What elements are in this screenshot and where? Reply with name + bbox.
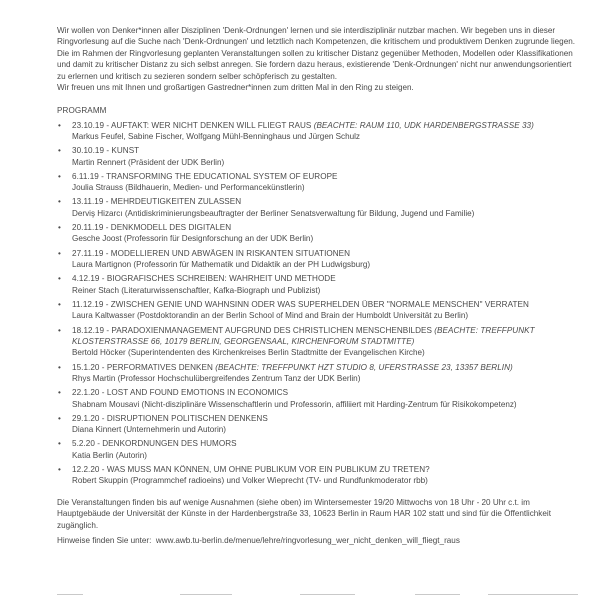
- intro-section: [57, 25, 577, 93]
- footer-divider: [0, 580, 600, 600]
- program-item: [57, 120, 577, 143]
- hint-label: Hinweise finden Sie unter:: [57, 536, 152, 545]
- program-item-title: • 30.10.19 - KUNST: [72, 146, 140, 156]
- program-list: [57, 120, 577, 487]
- program-item-title: • 27.11.19 - MODELLIEREN UND ABWÄGEN IN RISKANTEN SITUATIONEN: [72, 248, 351, 258]
- hint-link[interactable]: www.awb.tu-berlin.de/menue/lehre/ringvorlesung_wer_nicht_denken_will_fliegt_raus: [155, 536, 460, 545]
- program-item-title: • 23.10.19 - AUFTAKT: WER NICHT DENKEN WILL FLIEGT RAUS (BEACHTE: RAUM 110, UDK HARDENBERGSTRASSE 33): [72, 120, 534, 130]
- program-item-speaker: Laura Martignon (Professorin für Mathematik und Didaktik an der PH Ludwigsburg): [72, 260, 371, 270]
- program-item-title: • 15.1.20 - PERFORMATIVES DENKEN (BEACHTE: TREFFPUNKT HZT STUDIO 8, UFERSTRASSE 23, 13357 BERLIN): [72, 362, 513, 372]
- program-item-speaker: Diana Kinnert (Unternehmerin und Autorin): [72, 425, 227, 435]
- program-item-title: • 13.11.19 - MEHRDEUTIGKEITEN ZULASSEN: [72, 197, 242, 207]
- program-item-speaker: Markus Feufel, Sabine Fischer, Wolfgang Mühl-Benninghaus und Jürgen Schulz: [72, 132, 360, 142]
- program-item-title: • 11.12.19 - ZWISCHEN GENIE UND WAHNSINN ODER WAS SUPERHELDEN ÜBER "NORMALE MENSCHEN" VERRATEN: [72, 299, 529, 309]
- program-item: [57, 325, 577, 359]
- program-item: [57, 299, 577, 322]
- program-item-speaker: Laura Kaltwasser (Postdoktorandin an der Berlin School of Mind and Brain der Humboldt Universität zu Berlin): [72, 311, 469, 321]
- program-item-speaker: Rhys Martin (Professor Hochschulübergreifendes Zentrum Tanz der UDK Berlin): [72, 373, 361, 383]
- program-item: [57, 145, 577, 168]
- program-item: [57, 222, 577, 245]
- program-item-speaker: Bertold Höcker (Superintendenten des Kirchenkreises Berlin Stadtmitte der Evangelischen Kirche): [72, 348, 425, 358]
- program-item-speaker: Katia Berlin (Autorin): [72, 450, 147, 460]
- program-item-title: • 29.1.20 - DISRUPTIONEN POLITISCHEN DENKENS: [72, 413, 268, 423]
- program-item-speaker: Derviş Hizarcı (Antidiskriminierungsbeauftragter der Berliner Senatsverwaltung für Bildung, Jugend und Familie): [72, 208, 475, 218]
- program-item-speaker: Gesche Joost (Professorin für Designforschung an der UDK Berlin): [72, 234, 314, 244]
- program-item-title: • 6.11.19 - TRANSFORMING THE EDUCATIONAL SYSTEM OF EUROPE: [72, 171, 338, 181]
- program-item: [57, 464, 577, 487]
- program-item: [57, 438, 577, 461]
- intro-paragraph-1: Wir wollen von Denker*innen aller Disziplinen 'Denk-Ordnungen' lernen und sie interdisziplinär nutzbar machen. Wir begeben uns in dieser Ringvorlesung auf die Suche nach 'Denk-Ordnungen' und letztlich nach Kompetenzen, die kritischem und produktivem Denken zugrunde liegen.: [57, 26, 575, 47]
- program-item-title: • 12.2.20 - WAS MUSS MAN KÖNNEN, UM OHNE PUBLIKUM VOR EIN PUBLIKUM ZU TRETEN?: [72, 464, 430, 474]
- program-item-speaker: Joulia Strauss (Bildhauerin, Medien- und Performancekünstlerin): [72, 183, 305, 193]
- intro-paragraph-3: Wir freuen uns mit Ihnen und großartigen Gastredner*innen zum dritten Mal in den Ring zu steigen.: [57, 83, 414, 93]
- program-item: [57, 273, 577, 296]
- outro-section: [57, 497, 577, 547]
- program-heading: PROGRAMM: [57, 106, 107, 116]
- program-item: [57, 362, 577, 385]
- hint-line: [57, 535, 577, 546]
- program-item: [57, 387, 577, 410]
- document-page: [57, 25, 577, 546]
- program-item-note: (BEACHTE: TREFFPUNKT KLOSTERSTRASSE 66, 10179 BERLIN, GEORGENSAAL, KIRCHENFORUM STADTMITTE): [72, 325, 535, 346]
- program-item-speaker: Reiner Stach (Literaturwissenschaftler, Kafka-Biograph und Publizist): [72, 285, 321, 295]
- venue-info: Die Veranstaltungen finden bis auf wenige Ausnahmen (siehe oben) im Wintersemester 19/20 Mittwochs von 18 Uhr - 20 Uhr c.t. im Hauptgebäude der Universität der Künste in der Hardenbergstraße 33, 10623 Berlin in Raum HAR 102 statt und sind für die Öffentlichkeit zugänglich.: [57, 497, 551, 530]
- program-item: [57, 196, 577, 219]
- intro-paragraph-2: Die im Rahmen der Ringvorlesung geplanten Veranstaltungen sollen zu kritischer Distanz gegenüber Methoden, Modellen oder Klassifikationen und damit zu kritischer Distanz zu sich selbst anregen. Sie fordern dazu heraus, existierende 'Denk-Ordnungen' nicht nur anwendungsorientiert zu erlernen und kritisch zu sezieren sondern selber schöpferisch zu gestalten.: [57, 48, 573, 81]
- program-item-note: (BEACHTE: TREFFPUNKT HZT STUDIO 8, UFERSTRASSE 23, 13357 BERLIN): [215, 362, 513, 372]
- program-item-speaker: Shabnam Mousavi (Nicht-disziplinäre Wissenschaftlerin und Professorin, affiliiert mit Harding-Zentrum für Risikokompetenz): [72, 399, 517, 409]
- program-item-title: • 5.2.20 - DENKORDNUNGEN DES HUMORS: [72, 439, 237, 449]
- program-item-title: • 20.11.19 - DENKMODELL DES DIGITALEN: [72, 223, 232, 233]
- program-item: [57, 413, 577, 436]
- program-item-speaker: Robert Skuppin (Programmchef radioeins) und Volker Wieprecht (TV- und Rundfunkmoderator rbb): [72, 476, 428, 486]
- program-item-note: (BEACHTE: RAUM 110, UDK HARDENBERGSTRASSE 33): [313, 120, 534, 130]
- program-item-title: • 18.12.19 - PARADOXIENMANAGEMENT AUFGRUND DES CHRISTLICHEN MENSCHENBILDES (BEACHTE: TREFFPUNKT KLOSTERSTRASSE 66, 10179 BERLIN, GEORGENSAAL, KIRCHENFORUM STADTMITTE): [72, 325, 535, 346]
- program-item: [57, 248, 577, 271]
- program-item-speaker: Martin Rennert (Präsident der UDK Berlin): [72, 157, 225, 167]
- program-item-title: • 22.1.20 - LOST AND FOUND EMOTIONS IN ECONOMICS: [72, 388, 289, 398]
- program-item: [57, 171, 577, 194]
- program-item-title: • 4.12.19 - BIOGRAFISCHES SCHREIBEN: WAHRHEIT UND METHODE: [72, 274, 336, 284]
